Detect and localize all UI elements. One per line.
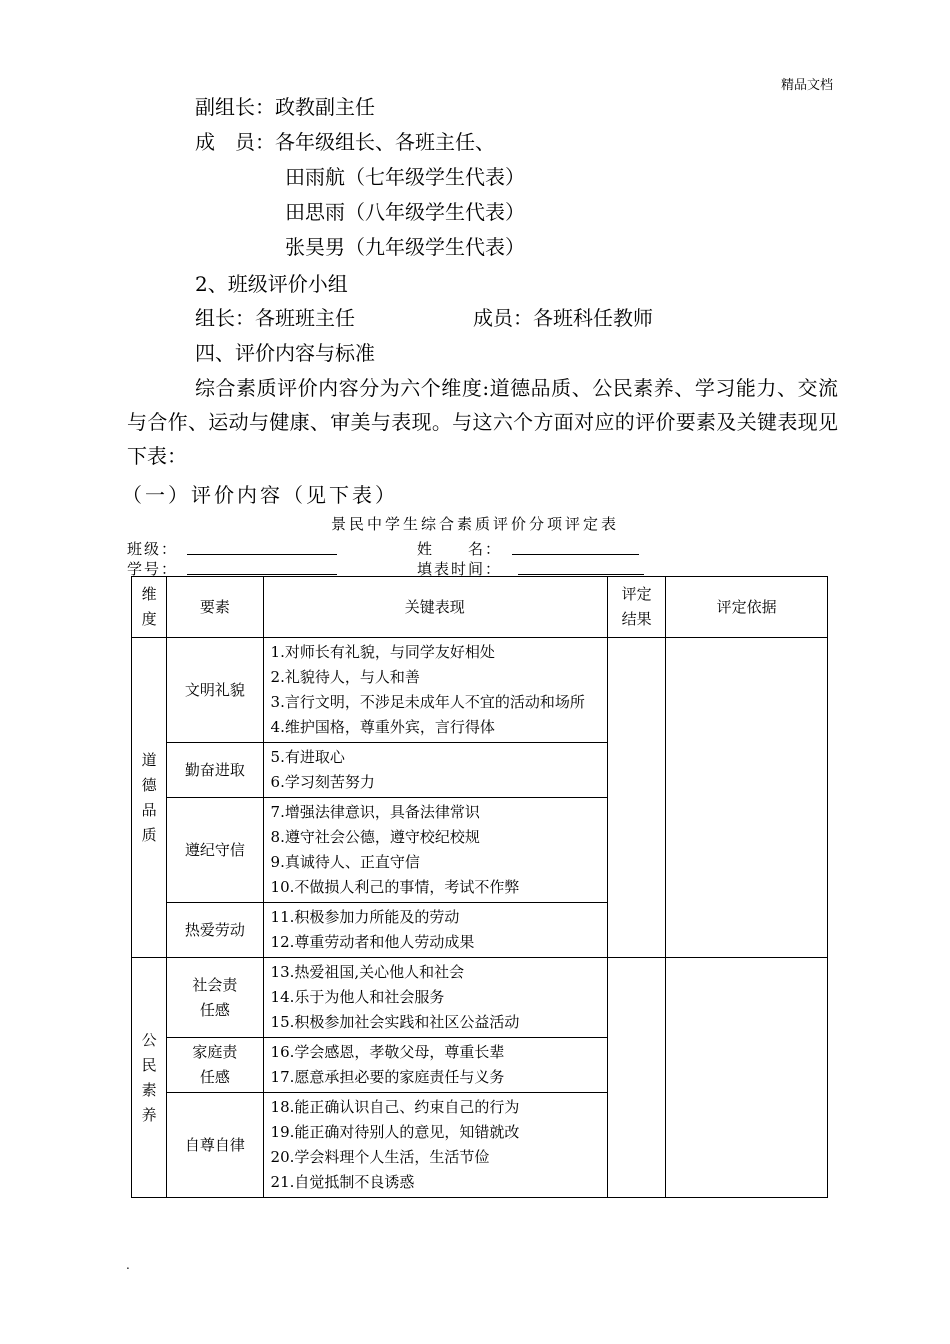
performance-item: 12.尊重劳动者和他人劳动成果 bbox=[270, 933, 475, 951]
table-row bbox=[132, 958, 828, 1038]
header-element: 要素 bbox=[167, 577, 263, 638]
performance-cell bbox=[263, 1038, 607, 1093]
element-cell: 自尊自律 bbox=[167, 1093, 263, 1198]
performance-cell bbox=[263, 958, 607, 1038]
performance-item: 17.愿意承担必要的家庭责任与义务 bbox=[270, 1068, 505, 1086]
performance-item: 19.能正确对待别人的意见，知错就改 bbox=[270, 1123, 520, 1141]
performance-item: 1.对师长有礼貌，与同学友好相处 bbox=[270, 643, 495, 661]
performance-item: 3.言行文明，不涉足未成年人不宜的活动和场所 bbox=[270, 693, 585, 711]
footer-dot: . bbox=[126, 1258, 130, 1272]
performance-item: 13.热爱祖国,关心他人和社会 bbox=[270, 963, 465, 981]
performance-item: 20.学会料理个人生活，生活节俭 bbox=[270, 1148, 490, 1166]
element-cell: 热爱劳动 bbox=[167, 903, 263, 958]
element-cell: 遵纪守信 bbox=[167, 798, 263, 903]
table-row bbox=[132, 638, 828, 743]
table-title: 景民中学生综合素质评价分项评定表 bbox=[330, 515, 619, 533]
header-result: 评定结果 bbox=[608, 577, 666, 638]
performance-item: 10.不做损人利己的事情，考试不作弊 bbox=[270, 878, 520, 896]
performance-item: 8.遵守社会公德，遵守校纪校规 bbox=[270, 828, 480, 846]
header-mark: 精品文档 bbox=[780, 78, 833, 93]
basis-cell-civic[interactable] bbox=[666, 958, 828, 1198]
header-basis: 评定依据 bbox=[666, 577, 828, 638]
intro-line-rep-grade7: 田雨航（七年级学生代表） bbox=[285, 165, 525, 189]
performance-cell bbox=[263, 743, 607, 798]
intro-line-rep-grade9: 张昊男（九年级学生代表） bbox=[285, 235, 525, 259]
class-label: 班级： bbox=[127, 540, 179, 558]
performance-item: 5.有进取心 bbox=[270, 748, 345, 766]
section-four-heading: 四、评价内容与标准 bbox=[195, 341, 375, 365]
performance-cell bbox=[263, 903, 607, 958]
name-blank[interactable] bbox=[512, 554, 639, 555]
dimension-moral: 道德品质 bbox=[132, 638, 167, 958]
performance-item: 4.维护国格，尊重外宾，言行得体 bbox=[270, 718, 495, 736]
result-cell-civic[interactable] bbox=[608, 958, 666, 1198]
header-performance: 关键表现 bbox=[263, 577, 607, 638]
intro-line-rep-grade8: 田思雨（八年级学生代表） bbox=[285, 200, 525, 224]
performance-cell bbox=[263, 798, 607, 903]
performance-item: 2.礼貌待人，与人和善 bbox=[270, 668, 420, 686]
student-id-label: 学号： bbox=[127, 560, 179, 578]
class-group-heading: 2、班级评价小组 bbox=[195, 272, 348, 296]
evaluation-table bbox=[131, 576, 828, 1198]
performance-cell bbox=[263, 638, 607, 743]
intro-line-members: 成 员：各年级组长、各班主任、 bbox=[195, 130, 495, 154]
date-blank[interactable] bbox=[518, 574, 644, 575]
performance-item: 7.增强法律意识，具备法律常识 bbox=[270, 803, 480, 821]
performance-cell bbox=[263, 1093, 607, 1198]
basis-cell-moral[interactable] bbox=[666, 638, 828, 958]
performance-item: 15.积极参加社会实践和社区公益活动 bbox=[270, 1013, 520, 1031]
table-header-row bbox=[132, 577, 828, 638]
element-cell: 文明礼貌 bbox=[167, 638, 263, 743]
performance-item: 18.能正确认识自己、约束自己的行为 bbox=[270, 1098, 520, 1116]
evaluation-paragraph: 综合素质评价内容分为六个维度:道德品质、公民素养、学习能力、交流与合作、运动与健康、审美与表现。与这六个方面对应的评价要素及关键表现见下表： bbox=[127, 376, 838, 468]
class-blank[interactable] bbox=[187, 554, 337, 555]
performance-item: 14.乐于为他人和社会服务 bbox=[270, 988, 445, 1006]
date-label: 填表时间： bbox=[417, 560, 503, 578]
student-id-blank[interactable] bbox=[187, 574, 337, 575]
performance-item: 6.学习刻苦努力 bbox=[270, 773, 375, 791]
performance-item: 11.积极参加力所能及的劳动 bbox=[270, 908, 460, 926]
performance-item: 9.真诚待人、正直守信 bbox=[270, 853, 420, 871]
result-cell-moral[interactable] bbox=[608, 638, 666, 958]
dimension-civic: 公民素养 bbox=[132, 958, 167, 1198]
section-one-heading: （一）评价内容（见下表） bbox=[122, 483, 398, 507]
name-label: 姓 名： bbox=[417, 540, 503, 558]
group-members: 成员：各班科任教师 bbox=[473, 306, 653, 330]
element-cell: 勤奋进取 bbox=[167, 743, 263, 798]
element-cell: 社会责任感 bbox=[167, 958, 263, 1038]
header-dimension: 维度 bbox=[132, 577, 167, 638]
performance-item: 21.自觉抵制不良诱惑 bbox=[270, 1173, 415, 1191]
group-leader: 组长：各班班主任 bbox=[195, 306, 355, 330]
performance-item: 16.学会感恩，孝敬父母，尊重长辈 bbox=[270, 1043, 505, 1061]
intro-line-vice-leader: 副组长：政教副主任 bbox=[195, 95, 375, 119]
element-cell: 家庭责任感 bbox=[167, 1038, 263, 1093]
